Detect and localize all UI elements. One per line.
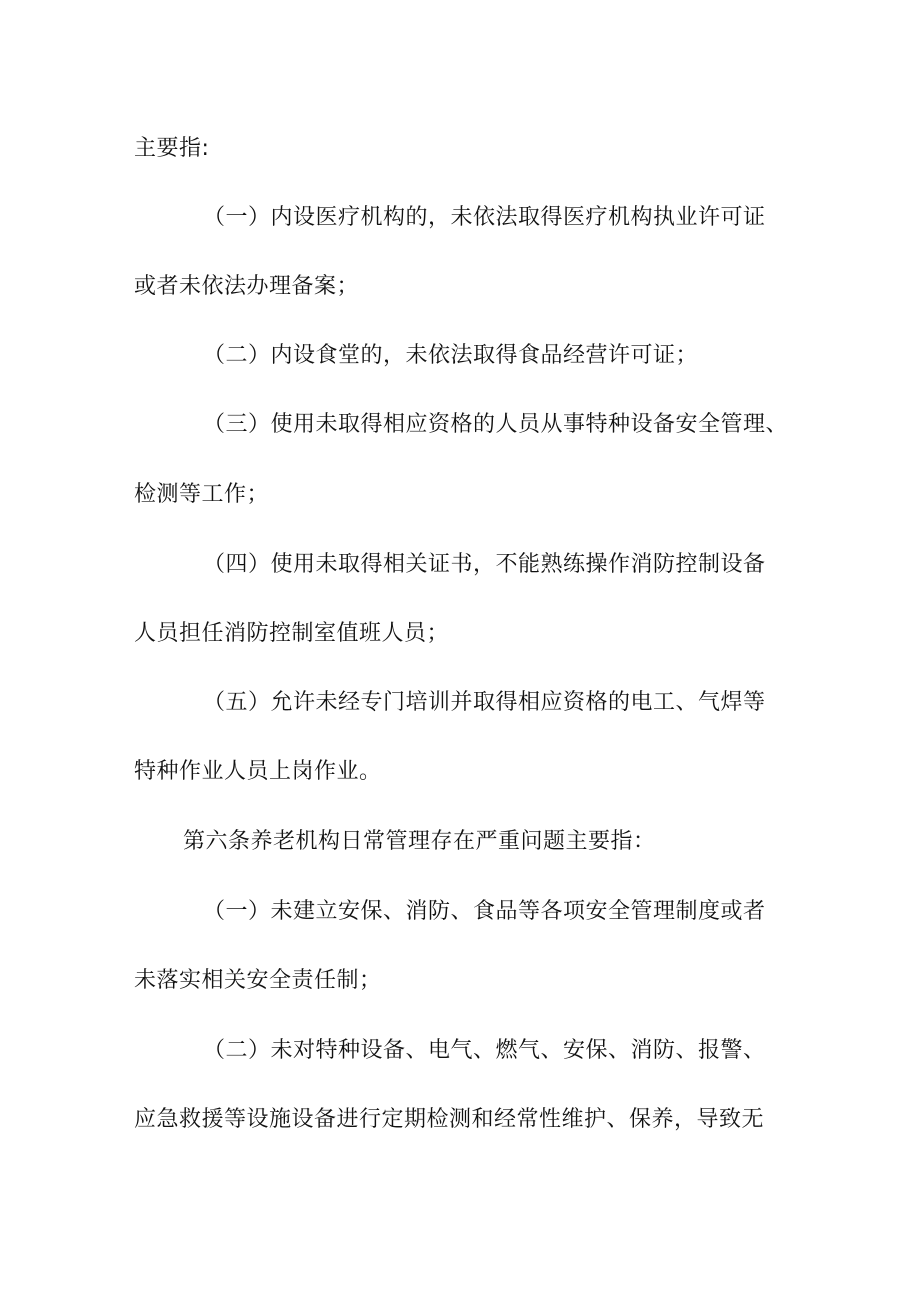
text-line-item-5: （五）允许未经专门培训并取得相应资格的电工、气焊等 [203,690,766,715]
text-line-article-6-item-1-cont: 未落实相关安全责任制； [134,968,382,993]
text-line-article-6-item-1: （一）未建立安保、消防、食品等各项安全管理制度或者 [203,899,766,924]
text-line-article-6: 第六条养老机构日常管理存在严重问题主要指： [183,829,656,854]
text-line-item-1: （一）内设医疗机构的，未依法取得医疗机构执业许可证 [203,205,766,230]
text-line-item-2: （二）内设食堂的，未依法取得食品经营许可证； [203,343,699,368]
text-line-item-3-cont: 检测等工作； [134,482,270,507]
text-line-item-1-cont: 或者未依法办理备案； [134,274,360,299]
text-line-item-4: （四）使用未取得相关证书，不能熟练操作消防控制设备 [203,552,766,577]
text-line-article-6-item-2-cont: 应急救援等设施设备进行定期检测和经常性维护、保养，导致无 [134,1107,765,1132]
text-line-item-4-cont: 人员担任消防控制室值班人员； [134,621,450,646]
text-line-article-6-item-2: （二）未对特种设备、电气、燃气、安保、消防、报警、 [203,1038,766,1063]
text-line-item-5-cont: 特种作业人员上岗作业。 [134,759,382,784]
text-line-intro: 主要指: [134,136,210,161]
text-line-item-3: （三）使用未取得相应资格的人员从事特种设备安全管理、 [203,412,789,437]
